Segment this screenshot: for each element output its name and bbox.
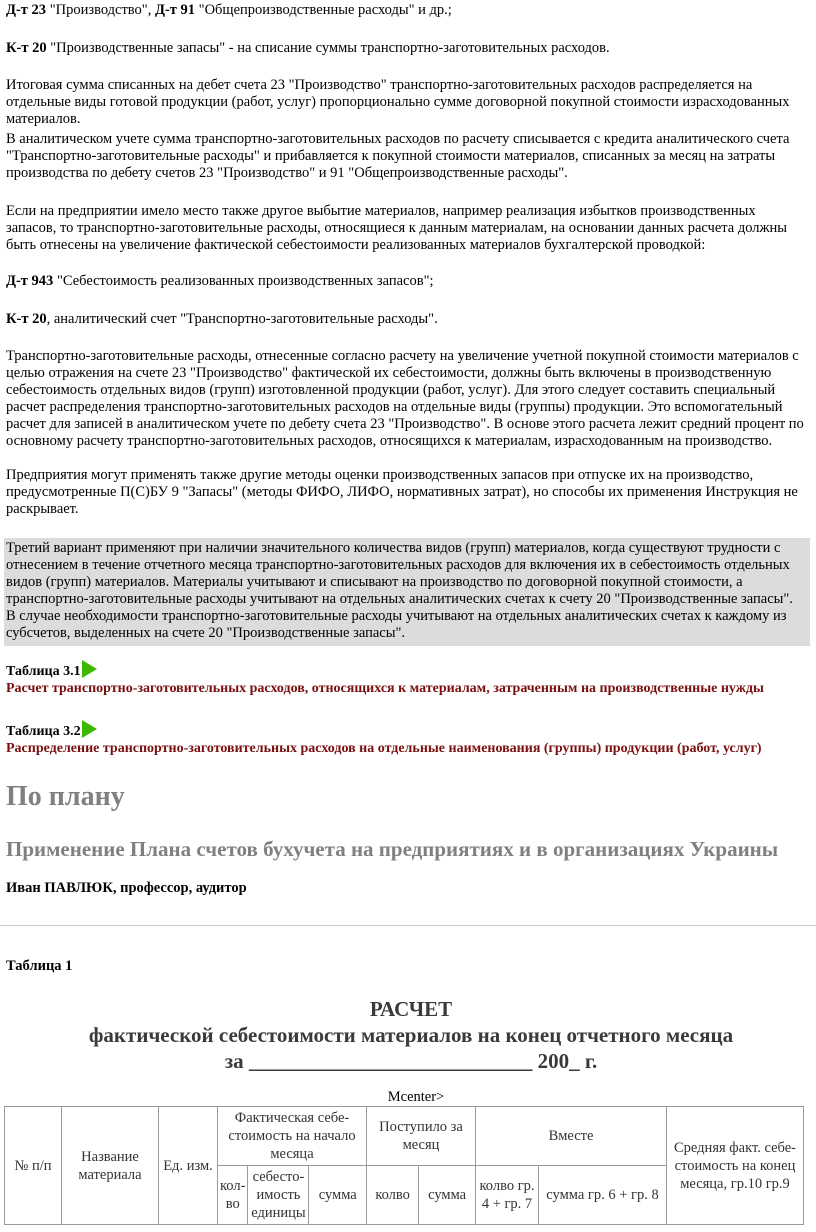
header-total: Вместе [476, 1107, 667, 1166]
account-code: К-т 20 [6, 311, 47, 327]
header-start-cost: Фактическая себе-стоимость на начало месяца [218, 1107, 367, 1166]
entry-text: "Производственные запасы" - на списание суммы транспортно-заготовительных расходов. [46, 40, 610, 56]
header-received: Поступило за месяц [367, 1107, 476, 1166]
paragraph: В аналитическом учете сумма транспортно-заготовительных расходов по расчету списывается с кредита аналитического счета "Транспортно-заготовительные расходы" и прибавляется к покупной стоимости материалов, списанных за месяц на затраты производства по дебету счетов 23 "Производство" и 91 "Общепроизводственные расходы". [6, 131, 790, 181]
entry-text: , аналитический счет "Транспортно-заготовительные расходы". [46, 311, 438, 327]
subheader-unit-cost: себесто-имость единицы [248, 1166, 309, 1225]
calc-title: РАСЧЕТ [369, 997, 453, 1021]
table-label: Таблица 1 [6, 958, 73, 974]
table-ref-label: Таблица 3.2 [6, 724, 81, 739]
entry-credit-20 [6, 40, 806, 57]
table-ref-3-1[interactable] [6, 660, 806, 697]
subheader-sum: сумма [419, 1166, 476, 1225]
table-ref-title[interactable]: Распределение транспортно-заготовительных расходов на отдельные наименования (группы) продукции (работ, услуг) [6, 741, 762, 756]
account-code: Д-т 943 [6, 273, 54, 289]
header-avg-cost: Средняя факт. себе-стоимость на конец месяца, гр.10 гр.9 [667, 1107, 804, 1225]
stray-markup-text: Mcenter> [387, 1089, 445, 1105]
calc-heading [6, 996, 816, 1074]
calc-subtitle: фактической себестоимости материалов на конец отчетного месяца [88, 1023, 734, 1047]
header-num: № п/п [5, 1107, 62, 1225]
paragraph: Если на предприятии имело место также другое выбытие материалов, например реализация избытков производственных запасов, то транспортно-заготовительные расходы, относящиеся к данным материалам, на основании данных расчета должны быть отнесены на увеличение фактической себестоимости реализованных материалов бухгалтерской проводкой: [6, 203, 788, 253]
section-heading: По плану [6, 781, 125, 812]
paragraph: Предприятия могут применять также другие методы оценки производственных запасов при отпуске их на производство, предусмотренные П(С)БУ 9 "Запасы" (методы ФИФО, ЛИФО, нормативных затрат), но способы их применения Инструкция не раскрывает. [6, 467, 798, 517]
subheader-qty: кол-во [218, 1166, 248, 1225]
account-code: Д-т 91 [154, 2, 196, 18]
table-ref-title[interactable]: Расчет транспортно-заготовительных расходов, относящихся к материалам, затраченным на производственные нужды [6, 681, 764, 696]
entry-debit-23-91 [6, 2, 806, 19]
entry-debit-943 [6, 273, 806, 290]
subheader-sum-total: сумма гр. 6 + гр. 8 [539, 1166, 667, 1225]
table-header-row [5, 1107, 804, 1166]
divider [0, 925, 816, 926]
subheader-qty: колво [367, 1166, 419, 1225]
paragraph: Транспортно-заготовительные расходы, отнесенные согласно расчету на увеличение учетной покупной стоимости материалов с целью отражения на счете 23 "Производство" фактической их себестоимости, должны быть включены в производственную себестоимость отдельных видов (групп) изготовленной продукции (работ, услуг). Для этого следует составить специальный расчет распределения транспортно-заготовительных расходов на отдельные виды (группы) продукции. Это вспомогательный расчет для записей в аналитическом учете по дебету счета 23 "Производство". В основе этого расчета лежит средний процент по основному расчету транспортно-заготовительных расходов, относящихся к материалам, израсходованным на производство. [6, 348, 804, 449]
header-name: Название материала [62, 1107, 159, 1225]
table-ref-3-2[interactable] [6, 720, 806, 757]
entry-text: "Себестоимость реализованных производственных запасов"; [53, 273, 434, 289]
entry-text: "Производство", [46, 2, 155, 18]
article-title: Применение Плана счетов бухучета на предприятиях и в организациях Украины [6, 837, 779, 861]
account-code: К-т 20 [6, 40, 47, 56]
header-unit: Ед. изм. [159, 1107, 218, 1225]
paragraph: Итоговая сумма списанных на дебет счета 23 "Производство" транспортно-заготовительных расходов распределяется на отдельные виды готовой продукции (работ, услуг) пропорционально сумме договорной покупной стоимости израсходованных материалов. [6, 77, 790, 127]
arrow-right-icon[interactable] [82, 720, 97, 738]
author-line: Иван ПАВЛЮК, профессор, аудитор [6, 880, 247, 896]
highlighted-paragraph: Третий вариант применяют при наличии значительного количества видов (групп) материалов, когда существуют трудности с отнесением в течение отчетного месяца транспортно-заготовительных расходов для включения их в себестоимость отдельных видов (групп) материалов. Материалы учитывают и списывают на производство по договорной покупной стоимости, а транспортно-заготовительные расходы учитывают на отдельных аналитических счетах к счету 20 "Производственные запасы". В случае необходимости транспортно-заготовительные расходы учитывают на отдельных аналитических счетах к каждому из субсчетов, выделенных на счете 20 "Производственные запасы". [4, 538, 810, 646]
calc-period: за ___________________________ 200_ г. [224, 1049, 598, 1073]
table-ref-label: Таблица 3.1 [6, 664, 81, 679]
subheader-sum: сумма [309, 1166, 367, 1225]
subheader-qty-total: колво гр. 4 + гр. 7 [476, 1166, 539, 1225]
arrow-right-icon[interactable] [82, 660, 97, 678]
entry-text: "Общепроизводственные расходы" и др.; [195, 2, 452, 18]
entry-credit-20-analytic [6, 311, 806, 328]
account-code: Д-т 23 [6, 2, 47, 18]
calc-table [4, 1106, 804, 1225]
